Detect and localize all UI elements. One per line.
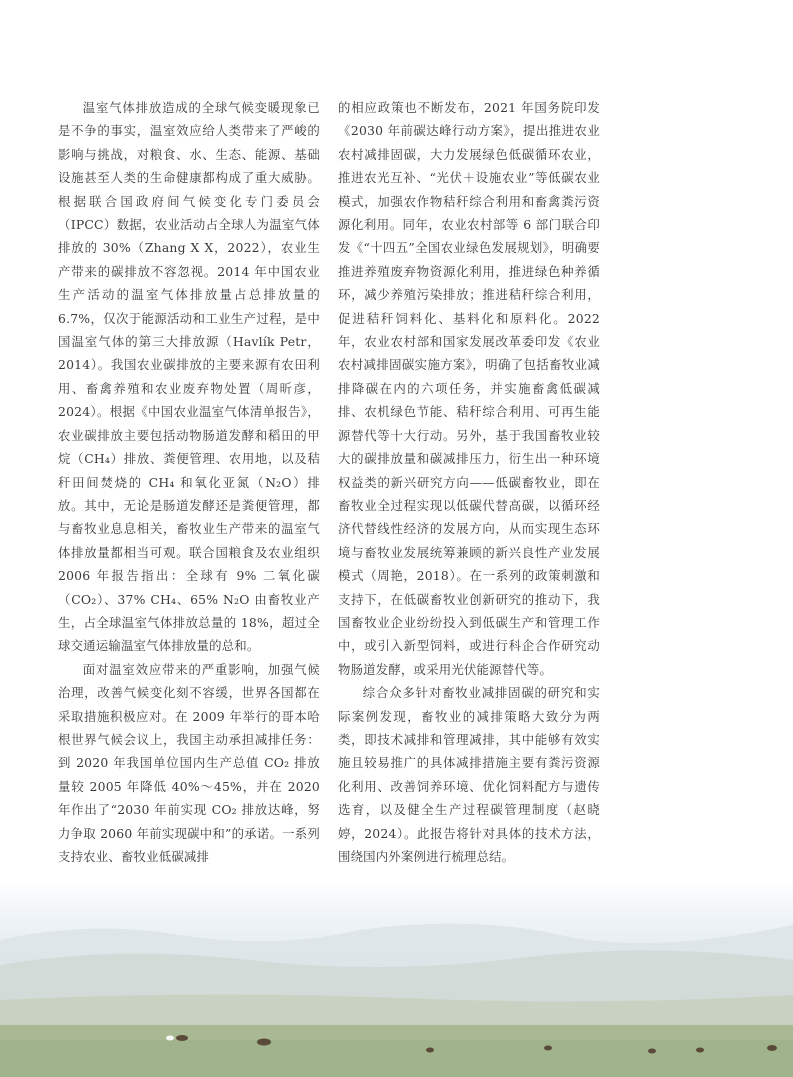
paragraph: 温室气体排放造成的全球气候变暖现象已是不争的事实，温室效应给人类带来了严峻的影响与挑战，对粮食、水、生态、能源、基础设施甚至人类的生命健康都构成了重大威胁。根据联合国政府间气候变化专门委员会（IPCC）数据，农业活动占全球人为温室气体排放的 30%（Zhang X X，2022），农业生产带来的碳排放不容忽视。2014 年中国农业生产活动的温室气体排放量占总排放量的 6.7%，仅次于能源活动和工业生产过程，是中国温室气体的第三大排放源（Havlík Petr，2014）。我国农业碳排放的主要来源有农田利用、畜禽养殖和农业废弃物处置（周昕彦，2024）。根据《中国农业温室气体清单报告》，农业碳排放主要包括动物肠道发酵和稻田的甲烷（CH₄）排放、粪便管理、农用地，以及秸秆田间焚烧的 CH₄ 和氧化亚氮（N₂O）排放。其中，无论是肠道发酵还是粪便管理，都与畜牧业息息相关，畜牧业生产带来的温室气体排放量都相当可观。联合国粮食及农业组织 2006 年报告指出：全球有 9% 二氧化碳（CO₂）、37% CH₄、65% N₂O 由畜牧业产生，占全球温室气体排放总量的 18%，超过全球交通运输温室气体排放量的总和。 (58, 100, 320, 654)
paragraph: 综合众多针对畜牧业减排固碳的研究和实际案例发现，畜牧业的减排策略大致分为两类，即技术减排和管理减排，其中能够有效实施且较易推广的具体减排措施主要有粪污资源化利用、改善饲养环境、优化饲料配方与遗传选育，以及健全生产过程碳管理制度（赵晓婷，2024）。此报告将针对具体的技术方法，围绕国内外案例进行梳理总结。 (338, 685, 600, 864)
paragraph: 面对温室效应带来的严重影响，加强气候治理，改善气候变化刻不容缓，世界各国都在采取措施积极应对。在 2009 年举行的哥本哈根世界气候会议上，我国主动承担减排任务：到 2020 年我国单位国内生产总值 CO₂ 排放量较 2005 年降低 40%～45%，并在 2020 年作出了“2030 年前实现 CO₂ 排放达峰，努力争取 2060 年前实现碳中和”的承诺。一系列支持农业、畜牧业低碳减排 (58, 661, 320, 864)
text-column-right (338, 96, 600, 868)
grassland-landscape-image (0, 880, 793, 1077)
text-column-left (58, 96, 320, 868)
paragraph: 的相应政策也不断发布，2021 年国务院印发《2030 年前碳达峰行动方案》，提出推进农业农村减排固碳，大力发展绿色低碳循环农业，推进农光互补、“光伏＋设施农业”等低碳农业模式，加强农作物秸秆综合利用和畜禽粪污资源化利用。同年，农业农村部等 6 部门联合印发《“十四五”全国农业绿色发展规划》，明确要推进养殖废弃物资源化利用，推进绿色种养循环，减少养殖污染排放；推进秸秆综合利用，促进秸秆饲料化、基料化和原料化。2022 年，农业农村部和国家发展改革委印发《农业农村减排固碳实施方案》，明确了包括畜牧业减排降碳在内的六项任务，并实施畜禽低碳减排、农机绿色节能、秸秆综合利用、可再生能源替代等十大行动。另外，基于我国畜牧业较大的碳排放量和碳减排压力，衍生出一种环境权益类的新兴研究方向——低碳畜牧业，即在畜牧业全过程实现以低碳代替高碳，以循环经济代替线性经济的发展方向，从而实现生态环境与畜牧业发展统筹兼顾的新兴良性产业发展模式（周艳，2018）。在一系列的政策刺激和支持下，在低碳畜牧业创新研究的推动下，我国畜牧业企业纷纷投入到低碳生产和管理工作中，或引入新型饲料，或进行科企合作研究动物肠道发酵，或采用光伏能源替代等。 (338, 100, 600, 677)
